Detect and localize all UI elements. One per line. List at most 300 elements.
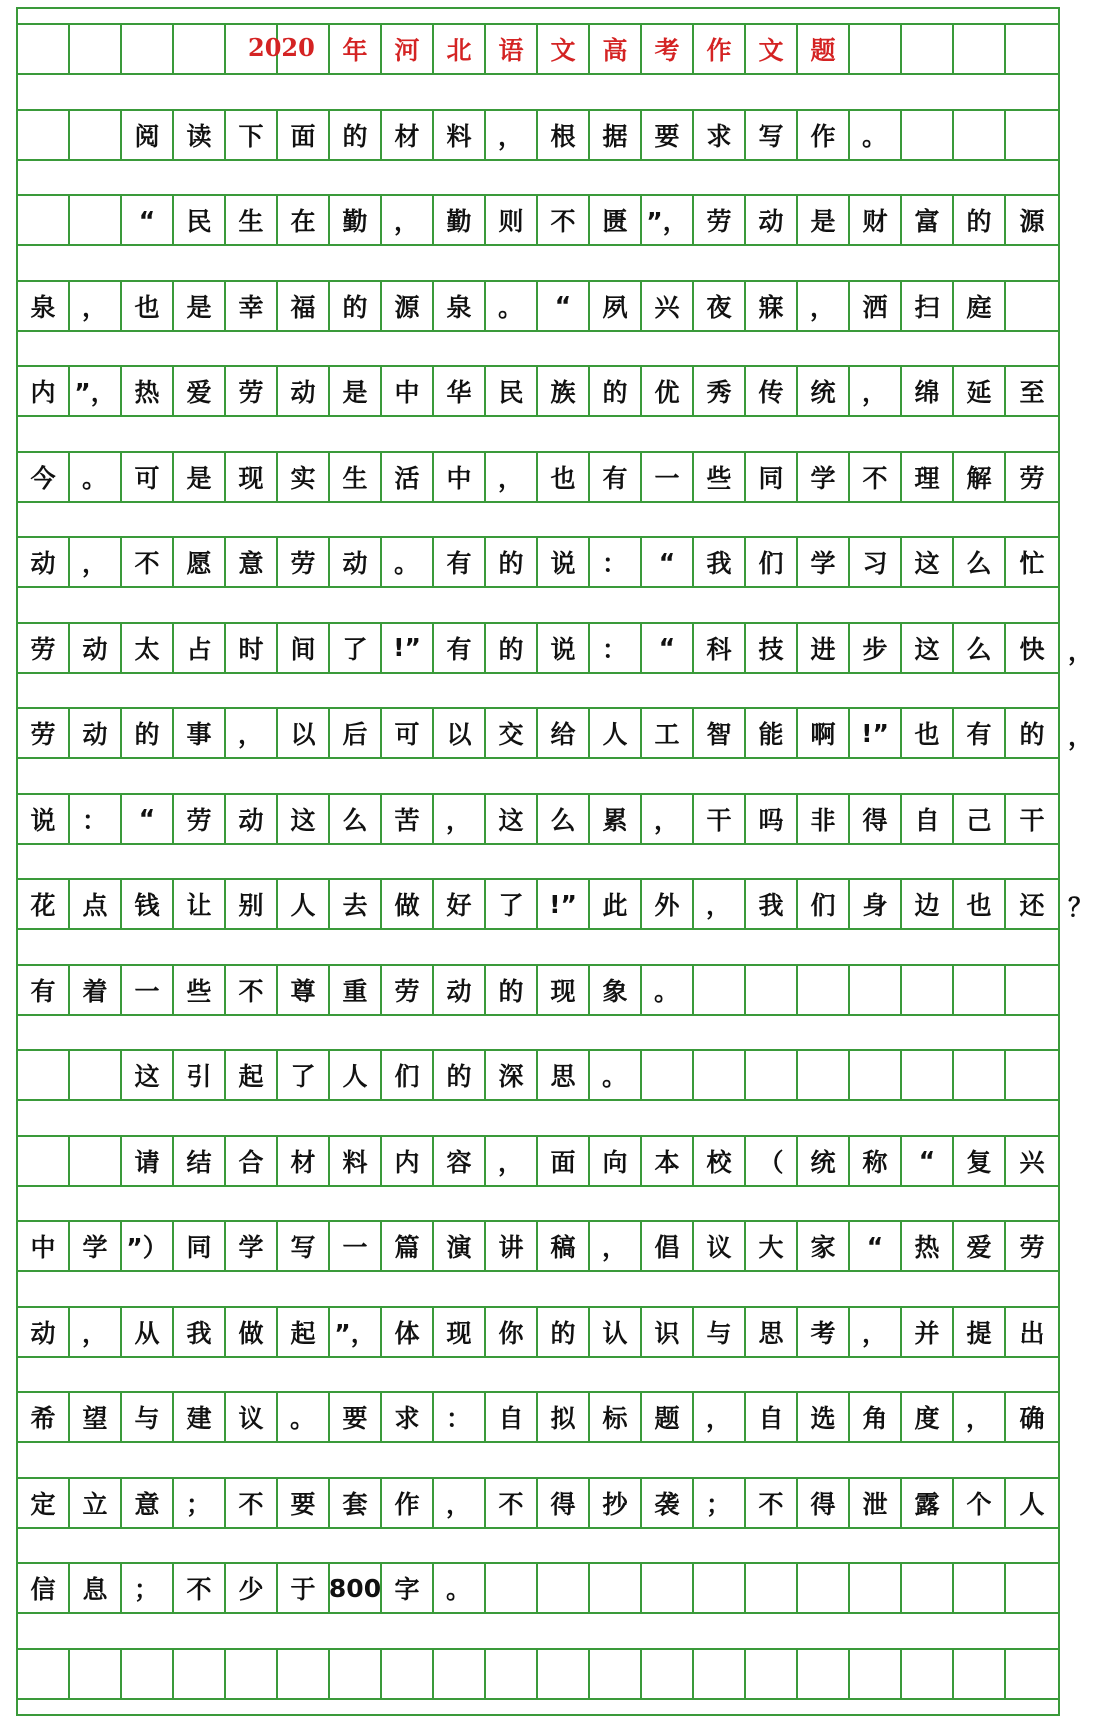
grid-cell: 是 <box>174 282 226 330</box>
grid-cell: 的 <box>330 282 382 330</box>
grid-cell: 人 <box>1019 1489 1045 1519</box>
grid-cell: 同 <box>746 453 798 501</box>
text-row <box>18 1220 1058 1272</box>
grid-cell: 花 <box>18 880 70 928</box>
grid-cell: 劳 <box>1019 1233 1045 1262</box>
text-row <box>18 1306 1058 1358</box>
grid-cell: 面 <box>538 1137 590 1185</box>
grid-cell: 传 <box>746 367 798 415</box>
grid-cell: 说 <box>538 538 590 586</box>
grid-cell: 时 <box>226 624 278 672</box>
grid-cell: 技 <box>746 624 798 672</box>
grid-cell: 文 <box>538 25 590 73</box>
grid-cell: 度 <box>902 1393 954 1441</box>
grid-cell: 演 <box>434 1222 486 1270</box>
grid-cell: 现 <box>434 1308 486 1356</box>
grid-cell: “ <box>122 196 174 244</box>
grid-cell: 则 <box>486 196 538 244</box>
grid-cell: 选 <box>798 1393 850 1441</box>
grid-cell <box>746 1051 798 1099</box>
grid-cell: 内 <box>18 367 70 415</box>
grid-cell: “ <box>538 282 590 330</box>
grid-cell: 也 <box>954 880 1006 928</box>
grid-cell: 勤 <box>434 196 486 244</box>
grid-cell: 河 <box>382 25 434 73</box>
grid-cell: 800 <box>330 1564 382 1612</box>
grid-cell: 校 <box>694 1137 746 1185</box>
grid-cell: 好 <box>434 880 486 928</box>
grid-cell <box>538 1564 590 1612</box>
grid-cell: 倡 <box>642 1222 694 1270</box>
text-row <box>18 1477 1058 1529</box>
grid-cell: ： <box>434 1393 486 1441</box>
grid-cell: 。 <box>850 111 902 159</box>
grid-cell: ： <box>590 624 642 672</box>
grid-cell: 人 <box>278 880 330 928</box>
grid-cell: 延 <box>954 367 1006 415</box>
grid-cell: 夙 <box>590 282 642 330</box>
grid-cell <box>954 25 1006 73</box>
grid-cell: 华 <box>434 367 486 415</box>
grid-cell: 幸 <box>226 282 278 330</box>
grid-cell <box>954 1564 1006 1612</box>
grid-cell: 爱 <box>174 367 226 415</box>
grid-cell: 内 <box>382 1137 434 1185</box>
grid-cell: ， <box>70 282 122 330</box>
grid-cell: 学 <box>798 453 850 501</box>
grid-cell <box>538 1650 590 1698</box>
grid-cell: ， <box>850 1308 902 1356</box>
grid-cell: 习 <box>850 538 902 586</box>
grid-cell: 智 <box>694 709 746 757</box>
grid-cell: 标 <box>590 1393 642 1441</box>
grid-cell: 意 <box>122 1479 174 1527</box>
grid-cell: “ <box>642 538 694 586</box>
grid-cell: 抄 <box>590 1479 642 1527</box>
grid-cell: ； <box>122 1564 174 1612</box>
grid-cell: ， <box>694 1393 746 1441</box>
grid-cell: 的 <box>122 709 174 757</box>
grid-cell: 优 <box>642 367 694 415</box>
grid-cell: 富 <box>902 196 954 244</box>
grid-cell: 与 <box>694 1308 746 1356</box>
grid-cell <box>798 1051 850 1099</box>
grid-cell: 考 <box>642 25 694 73</box>
grid-cell: 料 <box>330 1137 382 1185</box>
grid-cell: 请 <box>122 1137 174 1185</box>
grid-cell: 不 <box>486 1479 538 1527</box>
grid-cell: ， <box>226 709 278 757</box>
grid-cell: 题 <box>642 1393 694 1441</box>
grid-cell: ， <box>486 111 538 159</box>
grid-cell: 得 <box>850 795 902 843</box>
grid-cell: 愿 <box>174 538 226 586</box>
grid-cell: 的 <box>486 538 538 586</box>
grid-cell: 是 <box>330 367 382 415</box>
grid-cell: 解 <box>954 453 1006 501</box>
grid-cell: 劳 <box>226 367 278 415</box>
grid-cell: 不 <box>226 966 278 1014</box>
grid-cell <box>70 1137 122 1185</box>
grid-cell: 夜 <box>694 282 746 330</box>
grid-cell: 己 <box>954 795 1006 843</box>
grid-cell: 称 <box>850 1137 902 1185</box>
grid-cell: 至 <box>1019 378 1045 407</box>
text-row <box>18 1562 1058 1614</box>
grid-cell: 议 <box>694 1222 746 1270</box>
grid-cell: ， <box>434 1479 486 1527</box>
grid-cell: 。 <box>382 538 434 586</box>
grid-cell: 出 <box>1019 1318 1045 1348</box>
grid-cell: ， <box>642 795 694 843</box>
grid-cell: 定 <box>18 1479 70 1527</box>
grid-cell: 息 <box>70 1564 122 1612</box>
grid-cell: 的 <box>330 111 382 159</box>
grid-cell: 。 <box>642 966 694 1014</box>
grid-cell <box>798 1650 850 1698</box>
grid-cell: 这 <box>486 795 538 843</box>
grid-cell: 劳 <box>382 966 434 1014</box>
grid-cell: 并 <box>902 1308 954 1356</box>
grid-cell <box>954 1051 1006 1099</box>
grid-cell: 的 <box>590 367 642 415</box>
grid-cell: 向 <box>590 1137 642 1185</box>
grid-cell <box>1006 111 1058 159</box>
grid-cell: 外 <box>642 880 694 928</box>
grid-cell: 劳 <box>694 196 746 244</box>
grid-cell <box>694 1051 746 1099</box>
grid-cell <box>798 1564 850 1612</box>
grid-cell: 统 <box>798 367 850 415</box>
text-row <box>18 1135 1058 1187</box>
grid-cell: 现 <box>226 453 278 501</box>
grid-cell: 写 <box>278 1222 330 1270</box>
grid-cell: 可 <box>122 453 174 501</box>
grid-cell: 不 <box>746 1479 798 1527</box>
grid-cell: 劳 <box>18 709 70 757</box>
grid-cell: 们 <box>746 538 798 586</box>
grid-cell: 还 <box>1019 891 1045 920</box>
grid-cell: 不 <box>122 538 174 586</box>
grid-cell: 议 <box>226 1393 278 1441</box>
grid-cell: 动 <box>70 624 122 672</box>
grid-cell: 劳 <box>174 795 226 843</box>
grid-cell: 语 <box>486 25 538 73</box>
grid-cell: 做 <box>382 880 434 928</box>
grid-cell: 有 <box>954 709 1006 757</box>
grid-cell: 财 <box>850 196 902 244</box>
grid-cell: 自 <box>902 795 954 843</box>
grid-cell: 角 <box>850 1393 902 1441</box>
overflow-punctuation: ？ <box>1068 893 1093 922</box>
grid-cell <box>954 966 1006 1014</box>
grid-cell <box>954 111 1006 159</box>
grid-cell: 立 <box>70 1479 122 1527</box>
overflow-punctuation: ， <box>1068 636 1093 666</box>
grid-cell: ， <box>590 1222 642 1270</box>
grid-cell: 识 <box>642 1308 694 1356</box>
grid-cell: 劳 <box>1019 463 1045 493</box>
grid-cell: !” <box>538 880 590 928</box>
grid-cell <box>330 1650 382 1698</box>
grid-cell: 的 <box>486 966 538 1014</box>
grid-cell: 作 <box>694 25 746 73</box>
grid-cell: 字 <box>382 1564 434 1612</box>
grid-cell: 工 <box>642 709 694 757</box>
grid-cell: 苦 <box>382 795 434 843</box>
grid-cell: 泉 <box>18 282 70 330</box>
grid-cell: 是 <box>174 453 226 501</box>
grid-cell: 活 <box>382 453 434 501</box>
grid-cell: 这 <box>278 795 330 843</box>
grid-cell: 人 <box>330 1051 382 1099</box>
grid-cell: 讲 <box>486 1222 538 1270</box>
grid-cell: 高 <box>590 25 642 73</box>
grid-cell: 于 <box>278 1564 330 1612</box>
grid-cell: 快 <box>1019 634 1045 664</box>
grid-cell <box>70 1650 122 1698</box>
grid-cell: 不 <box>538 196 590 244</box>
grid-cell <box>590 1650 642 1698</box>
grid-cell: 兴 <box>1019 1147 1045 1177</box>
grid-cell: 北 <box>434 25 486 73</box>
grid-cell: ， <box>850 367 902 415</box>
grid-cell: 别 <box>226 880 278 928</box>
grid-cell: 中 <box>382 367 434 415</box>
text-row <box>18 451 1058 503</box>
grid-cell: 后 <box>330 709 382 757</box>
grid-cell <box>694 1564 746 1612</box>
grid-cell <box>746 966 798 1014</box>
grid-cell: 一 <box>642 453 694 501</box>
grid-cell: 做 <box>226 1308 278 1356</box>
grid-cell: 。 <box>70 453 122 501</box>
grid-cell: 源 <box>1019 207 1045 236</box>
grid-cell: 人 <box>590 709 642 757</box>
grid-cell: 这 <box>902 538 954 586</box>
grid-cell <box>122 25 174 73</box>
grid-cell: 套 <box>330 1479 382 1527</box>
grid-cell: 是 <box>798 196 850 244</box>
grid-cell: ， <box>694 880 746 928</box>
grid-cell: ： <box>590 538 642 586</box>
grid-cell: 的 <box>954 196 1006 244</box>
grid-cell: 动 <box>18 1308 70 1356</box>
grid-cell: 的 <box>1019 720 1045 749</box>
grid-cell: 了 <box>486 880 538 928</box>
grid-cell <box>850 1564 902 1612</box>
grid-cell: 认 <box>590 1308 642 1356</box>
grid-cell: 中 <box>434 453 486 501</box>
grid-cell: 有 <box>590 453 642 501</box>
grid-cell: 泉 <box>434 282 486 330</box>
grid-cell <box>1006 25 1058 73</box>
grid-cell: 结 <box>174 1137 226 1185</box>
grid-cell: 也 <box>538 453 590 501</box>
grid-cell: 自 <box>746 1393 798 1441</box>
grid-cell <box>18 111 70 159</box>
text-row <box>18 1391 1058 1443</box>
grid-cell: 。 <box>434 1564 486 1612</box>
grid-cell: 能 <box>746 709 798 757</box>
grid-cell <box>70 111 122 159</box>
grid-cell: “ <box>642 624 694 672</box>
grid-cell <box>850 1650 902 1698</box>
text-row <box>18 365 1058 417</box>
title-year: 2020 <box>248 33 315 62</box>
grid-cell: ， <box>798 282 850 330</box>
grid-cell: 露 <box>902 1479 954 1527</box>
grid-cell <box>954 1650 1006 1698</box>
grid-cell: 事 <box>174 709 226 757</box>
grid-cell: 袭 <box>642 1479 694 1527</box>
grid-cell: 累 <box>590 795 642 843</box>
grid-cell <box>70 1051 122 1099</box>
grid-cell <box>850 966 902 1014</box>
grid-cell: 身 <box>850 880 902 928</box>
grid-cell: 们 <box>382 1051 434 1099</box>
grid-cell: ， <box>434 795 486 843</box>
grid-cell: 。 <box>590 1051 642 1099</box>
overflow-punctuation: ， <box>1068 722 1093 751</box>
grid-cell: ； <box>174 1479 226 1527</box>
grid-cell: 也 <box>122 282 174 330</box>
grid-cell: 篇 <box>382 1222 434 1270</box>
grid-cell: 动 <box>226 795 278 843</box>
grid-cell: 劳 <box>18 624 70 672</box>
grid-cell: 文 <box>746 25 798 73</box>
grid-cell: 忙 <box>1019 549 1045 578</box>
grid-cell: 少 <box>226 1564 278 1612</box>
grid-cell: 么 <box>538 795 590 843</box>
grid-cell: 进 <box>798 624 850 672</box>
text-row <box>18 793 1058 845</box>
grid-cell: 不 <box>226 1479 278 1527</box>
grid-cell <box>902 1564 954 1612</box>
grid-cell: 从 <box>122 1308 174 1356</box>
grid-cell: 秀 <box>694 367 746 415</box>
grid-cell: 些 <box>174 966 226 1014</box>
grid-cell <box>902 1051 954 1099</box>
grid-cell: 面 <box>278 111 330 159</box>
grid-cell: 望 <box>70 1393 122 1441</box>
grid-cell: “ <box>850 1222 902 1270</box>
grid-cell: 民 <box>174 196 226 244</box>
grid-cell: 起 <box>278 1308 330 1356</box>
grid-cell: 拟 <box>538 1393 590 1441</box>
grid-cell: 象 <box>590 966 642 1014</box>
grid-cell: 福 <box>278 282 330 330</box>
grid-cell: 我 <box>694 538 746 586</box>
grid-cell: 此 <box>590 880 642 928</box>
grid-cell: 动 <box>330 538 382 586</box>
grid-cell: 动 <box>746 196 798 244</box>
grid-cell: “ <box>902 1137 954 1185</box>
grid-cell <box>382 1650 434 1698</box>
grid-cell: 动 <box>18 538 70 586</box>
grid-cell: 学 <box>70 1222 122 1270</box>
grid-cell <box>18 1650 70 1698</box>
grid-cell: 。 <box>486 282 538 330</box>
grid-cell: 干 <box>1019 805 1045 835</box>
grid-cell: 学 <box>226 1222 278 1270</box>
grid-cell: 洒 <box>850 282 902 330</box>
grid-cell: 让 <box>174 880 226 928</box>
grid-cell: 干 <box>694 795 746 843</box>
grid-cell <box>798 966 850 1014</box>
grid-cell: 思 <box>538 1051 590 1099</box>
grid-cell <box>174 1650 226 1698</box>
grid-cell: 本 <box>642 1137 694 1185</box>
text-row <box>18 622 1058 674</box>
grid-cell: 现 <box>538 966 590 1014</box>
grid-cell <box>746 1650 798 1698</box>
grid-cell: 么 <box>954 538 1006 586</box>
grid-cell <box>1006 966 1058 1014</box>
grid-cell: 兴 <box>642 282 694 330</box>
grid-cell: 合 <box>226 1137 278 1185</box>
grid-cell: 绵 <box>902 367 954 415</box>
grid-cell: 边 <box>902 880 954 928</box>
grid-cell: 要 <box>330 1393 382 1441</box>
grid-cell: 题 <box>798 25 850 73</box>
grid-cell: ， <box>486 453 538 501</box>
grid-cell <box>174 25 226 73</box>
grid-cell: 交 <box>486 709 538 757</box>
grid-cell: 建 <box>174 1393 226 1441</box>
grid-cell: 根 <box>538 111 590 159</box>
grid-cell <box>850 1051 902 1099</box>
grid-cell: 意 <box>226 538 278 586</box>
grid-cell: 希 <box>18 1393 70 1441</box>
grid-cell: 与 <box>122 1393 174 1441</box>
grid-cell: 匮 <box>590 196 642 244</box>
grid-cell: 考 <box>798 1308 850 1356</box>
grid-cell: ， <box>70 1308 122 1356</box>
grid-cell: 泄 <box>850 1479 902 1527</box>
grid-cell <box>18 196 70 244</box>
grid-cell: 自 <box>486 1393 538 1441</box>
grid-cell: 个 <box>954 1479 1006 1527</box>
grid-cell: 作 <box>382 1479 434 1527</box>
title-row <box>18 23 1058 75</box>
grid-cell: 统 <box>798 1137 850 1185</box>
grid-cell <box>642 1650 694 1698</box>
grid-cell: 寐 <box>746 282 798 330</box>
grid-cell: 动 <box>278 367 330 415</box>
grid-cell <box>902 1650 954 1698</box>
grid-cell: ， <box>382 196 434 244</box>
grid-cell: 点 <box>70 880 122 928</box>
grid-cell: 劳 <box>278 538 330 586</box>
grid-cell: 引 <box>174 1051 226 1099</box>
grid-cell: 可 <box>382 709 434 757</box>
grid-cell: 年 <box>330 25 382 73</box>
grid-cell: 庭 <box>954 282 1006 330</box>
grid-cell: 这 <box>122 1051 174 1099</box>
grid-cell: !” <box>850 709 902 757</box>
grid-cell <box>694 966 746 1014</box>
grid-cell: 今 <box>18 453 70 501</box>
grid-cell: 着 <box>70 966 122 1014</box>
grid-cell: 动 <box>70 709 122 757</box>
text-row <box>18 280 1058 332</box>
grid-cell <box>70 25 122 73</box>
grid-cell: 复 <box>954 1137 1006 1185</box>
grid-cell: 确 <box>1019 1404 1045 1433</box>
grid-cell: 材 <box>278 1137 330 1185</box>
grid-cell <box>226 1650 278 1698</box>
